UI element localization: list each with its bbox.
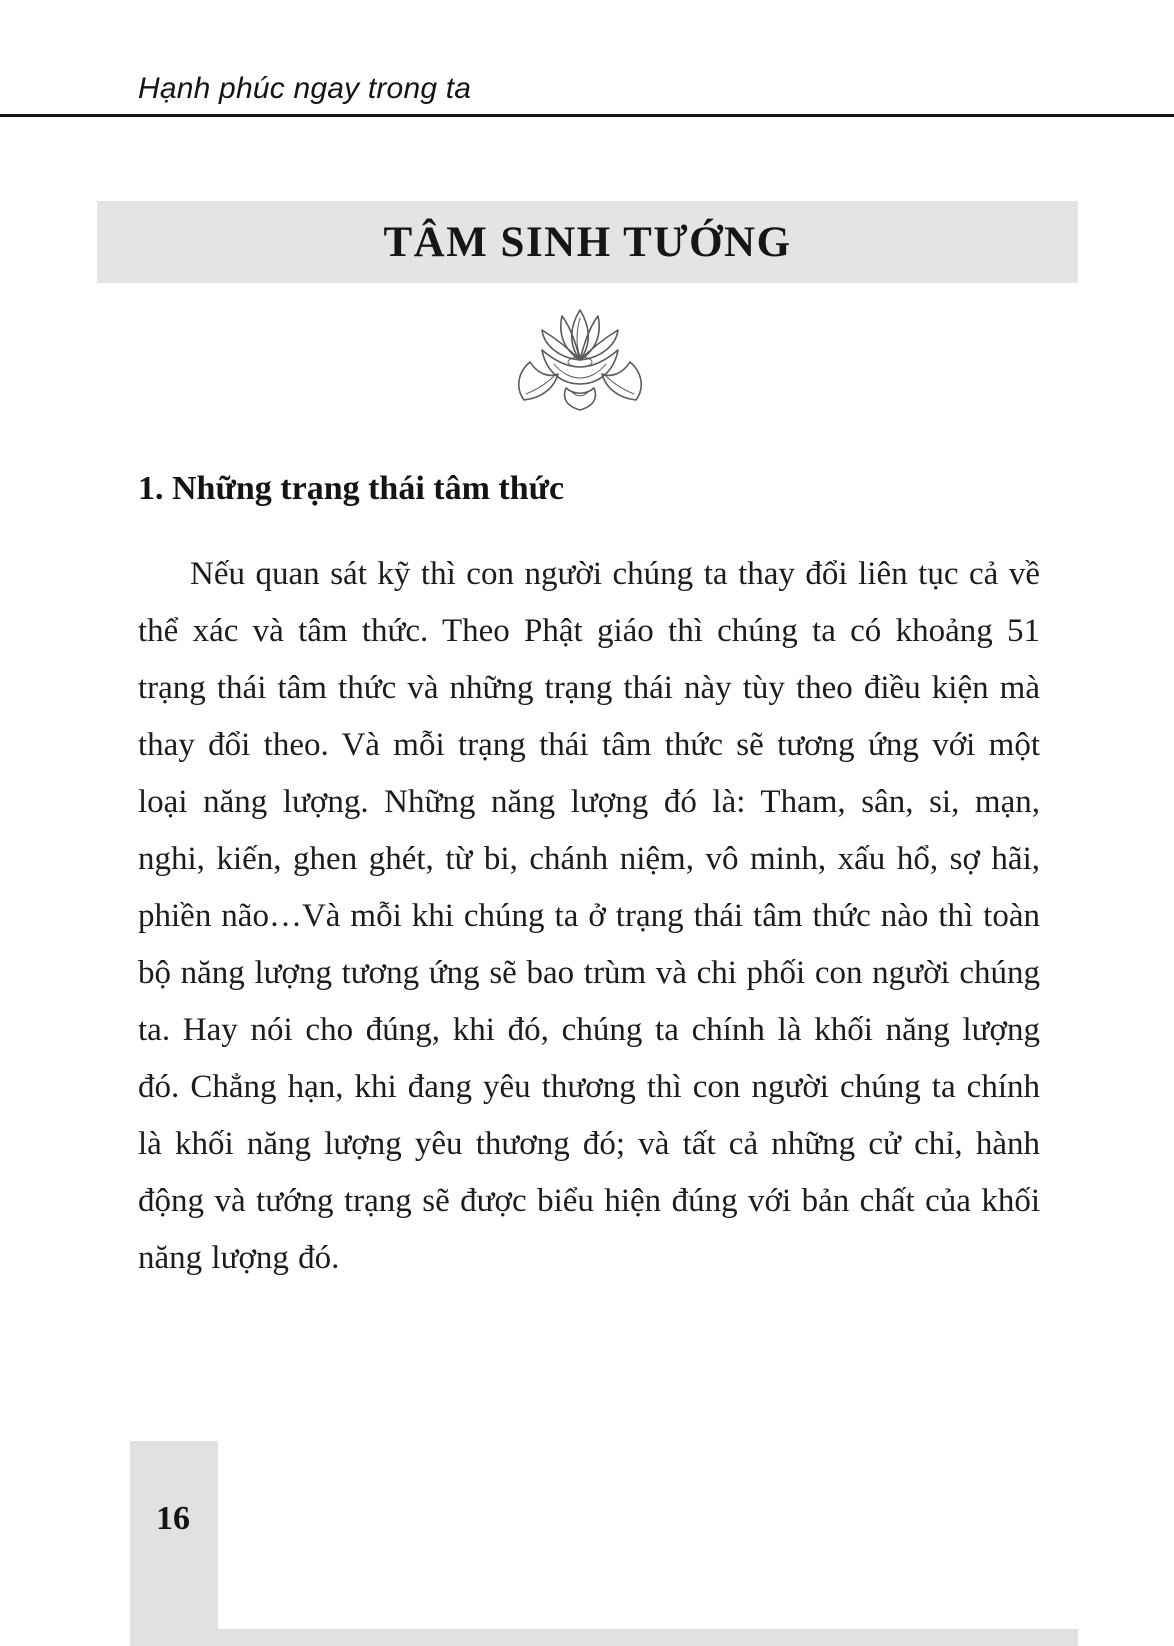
lotus-icon	[510, 300, 650, 412]
page-number: 16	[156, 1500, 190, 1537]
running-header-title: Hạnh phúc ngay trong ta	[138, 72, 472, 105]
body-paragraph: Nếu quan sát kỹ thì con người chúng ta thay đổi liên tục cả về thể xác và tâm thức. Theo Phật giáo thì chúng ta có khoảng 51 trạng thái tâm thức và những trạng thái này tùy theo điều kiện mà thay đổi theo. Và mỗi trạng thái tâm thức sẽ tương ứng với một loại năng lượng. Những năng lượng đó là: Tham, sân, si, mạn, nghi, kiến, ghen ghét, từ bi, chánh niệm, vô minh, xấu hổ, sợ hãi, phiền não…Và mỗi khi chúng ta ở trạng thái tâm thức nào thì toàn bộ năng lượng tương ứng sẽ bao trùm và chi phối con người chúng ta. Hay nói cho đúng, khi đó, chúng ta chính là khối năng lượng đó. Chẳng hạn, khi đang yêu thương thì con người chúng ta chính là khối năng lượng yêu thương đó; và tất cả những cử chỉ, hành động và tướng trạng sẽ được biểu hiện đúng với bản chất của khối năng lượng đó.	[138, 556, 1040, 1276]
chapter-title-banner	[97, 201, 1078, 283]
chapter-title: TÂM SINH TƯỚNG	[383, 218, 792, 266]
footer-gray-block	[130, 1441, 218, 1646]
footer-gray-strip	[130, 1629, 1078, 1646]
header-rule-divider	[0, 114, 1174, 117]
section-heading: 1. Những trạng thái tâm thức	[138, 470, 565, 507]
